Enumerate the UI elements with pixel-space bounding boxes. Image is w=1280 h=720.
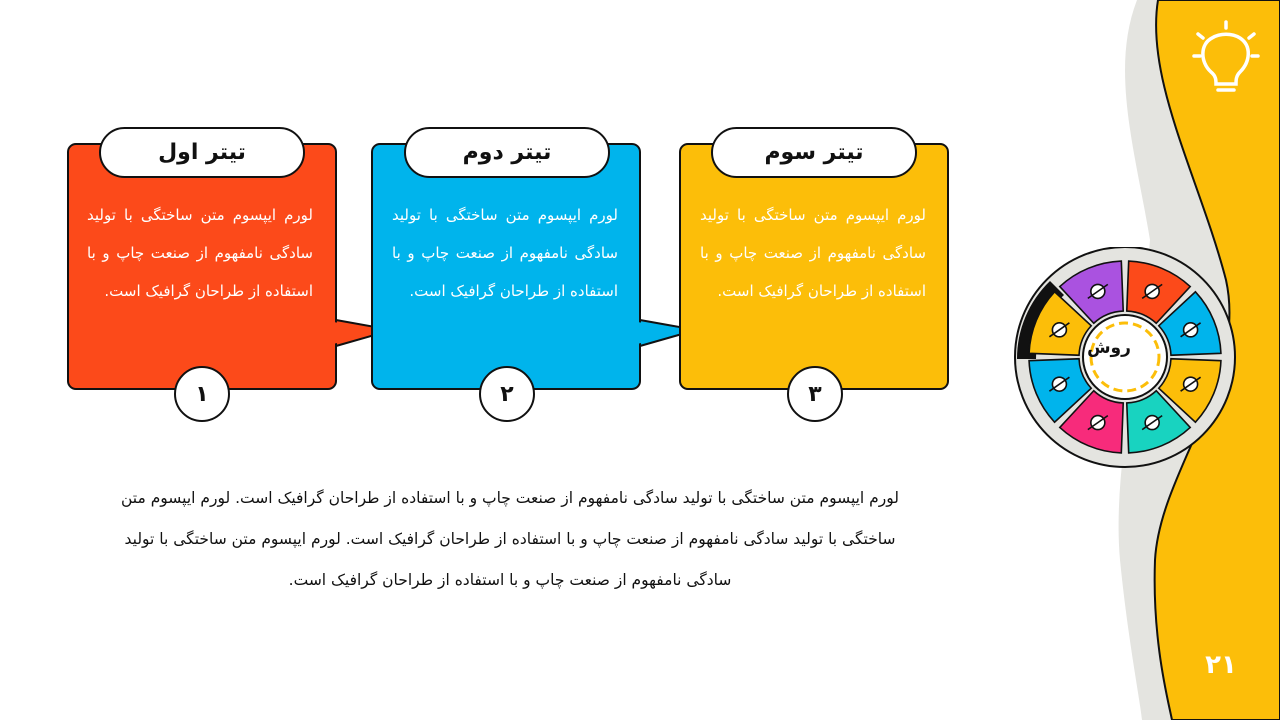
card-2-title: تیتر دوم — [404, 127, 610, 178]
card-2-number: ۲ — [479, 366, 535, 422]
card-3-body: لورم ایپسوم متن ساختگی با تولید سادگی نامفهوم از صنعت چاپ و با استفاده از طراحان گرافیک است. — [700, 206, 926, 300]
card-3-number: ۳ — [787, 366, 843, 422]
page-number: ۲۱ — [1205, 650, 1237, 680]
description-paragraph: لورم ایپسوم متن ساختگی با تولید سادگی نامفهوم از صنعت چاپ و با استفاده از طراحان گرافیک است. لورم ایپسوم متن ساختگی با تولید سادگی نامفهوم از صنعت چاپ و با استفاده از طراحان گرافیک است. لورم ایپسوم متن ساختگی با تولید سادگی نامفهوم از صنعت چاپ و با استفاده از طراحان گرافیک است. — [121, 489, 899, 589]
card-2-body: لورم ایپسوم متن ساختگی با تولید سادگی نامفهوم از صنعت چاپ و با استفاده از طراحان گرافیک است. — [392, 206, 618, 300]
card-1-number: ۱ — [174, 366, 230, 422]
wheel-center-label: روش — [1087, 338, 1131, 358]
card-1-body: لورم ایپسوم متن ساختگی با تولید سادگی نامفهوم از صنعت چاپ و با استفاده از طراحان گرافیک است. — [87, 206, 313, 300]
card-3-title: تیتر سوم — [711, 127, 917, 178]
card-1-title: تیتر اول — [99, 127, 305, 178]
method-wheel — [1012, 247, 1238, 473]
